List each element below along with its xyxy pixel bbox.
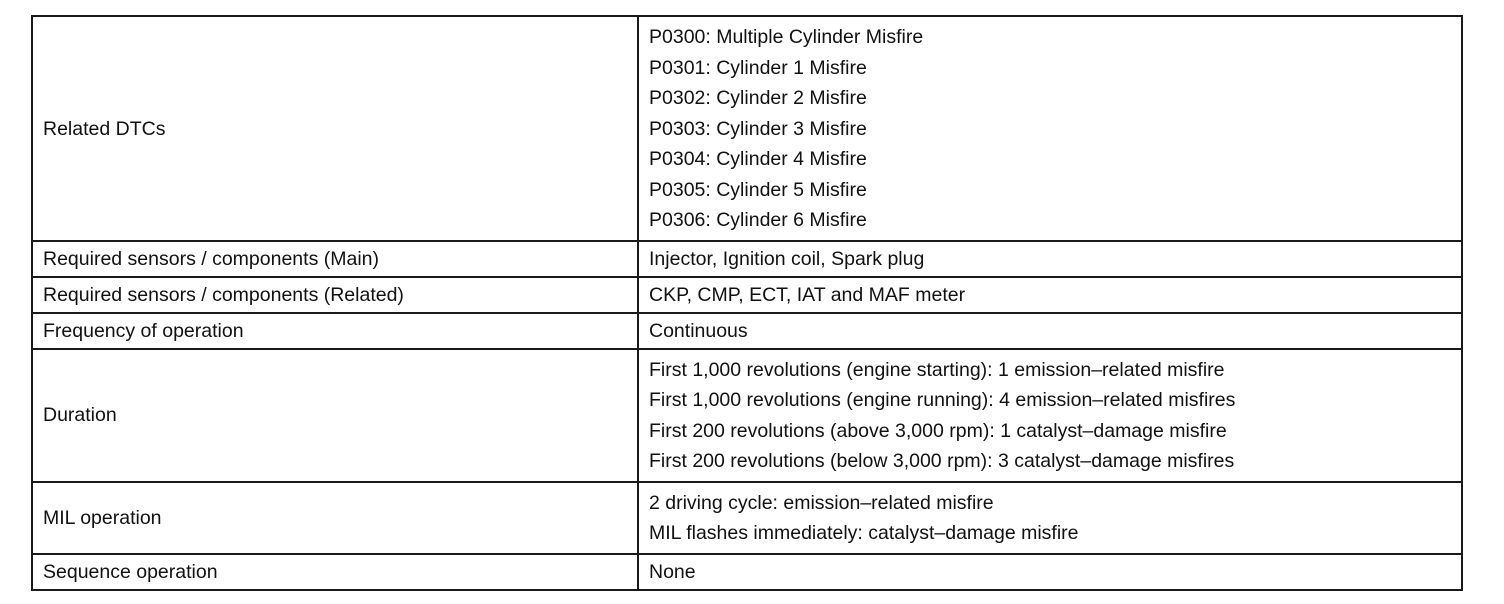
row-label-cell: [32, 482, 638, 554]
duration-line: First 200 revolutions (below 3,000 rpm): 3 catalyst–damage misfires: [649, 450, 1235, 472]
row-value-cell: [638, 313, 1462, 349]
row-label: Related DTCs: [43, 117, 166, 140]
duration-line: First 1,000 revolutions (engine running): 4 emission–related misfires: [649, 389, 1236, 411]
spec-table: [31, 15, 1463, 591]
duration-line: First 200 revolutions (above 3,000 rpm): 1 catalyst–damage misfire: [649, 419, 1227, 442]
row-label-cell: [32, 349, 638, 482]
table-row: [32, 349, 1462, 482]
duration-line: First 1,000 revolutions (engine starting): 1 emission–related misfire: [649, 358, 1225, 381]
row-value-cell: [638, 349, 1462, 482]
row-value-cell: [638, 554, 1462, 590]
table-row: [32, 241, 1462, 277]
dtc-line: P0302: Cylinder 2 Misfire: [649, 87, 867, 109]
row-label: Required sensors / components (Related): [43, 283, 404, 306]
row-label-cell: [32, 241, 638, 277]
row-value: None: [649, 560, 696, 583]
row-label-cell: [32, 313, 638, 349]
dtc-line: P0301: Cylinder 1 Misfire: [649, 56, 867, 79]
row-value: Continuous: [649, 319, 748, 342]
table-row: [32, 313, 1462, 349]
row-value: CKP, CMP, ECT, IAT and MAF meter: [649, 283, 966, 306]
row-value-cell: [638, 16, 1462, 241]
row-label: Frequency of operation: [43, 319, 244, 342]
row-value-cell: [638, 482, 1462, 554]
dtc-line: P0305: Cylinder 5 Misfire: [649, 178, 867, 201]
row-label: Required sensors / components (Main): [43, 247, 379, 270]
row-label: MIL operation: [43, 506, 162, 529]
row-value-cell: [638, 241, 1462, 277]
dtc-line: P0304: Cylinder 4 Misfire: [649, 148, 867, 170]
dtc-line: P0306: Cylinder 6 Misfire: [649, 209, 867, 231]
row-label: Sequence operation: [43, 560, 218, 583]
table-row: [32, 482, 1462, 554]
table-row: [32, 554, 1462, 590]
mil-line: MIL flashes immediately: catalyst–damage misfire: [649, 522, 1079, 544]
table-row: [32, 277, 1462, 313]
row-label: Duration: [43, 404, 117, 427]
table-row: [32, 16, 1462, 241]
mil-line: 2 driving cycle: emission–related misfire: [649, 491, 994, 514]
row-value-cell: [638, 277, 1462, 313]
dtc-line: P0300: Multiple Cylinder Misfire: [649, 26, 924, 48]
row-value: Injector, Ignition coil, Spark plug: [649, 247, 925, 270]
dtc-line: P0303: Cylinder 3 Misfire: [649, 117, 867, 140]
row-label-cell: [32, 277, 638, 313]
row-label-cell: [32, 16, 638, 241]
row-label-cell: [32, 554, 638, 590]
